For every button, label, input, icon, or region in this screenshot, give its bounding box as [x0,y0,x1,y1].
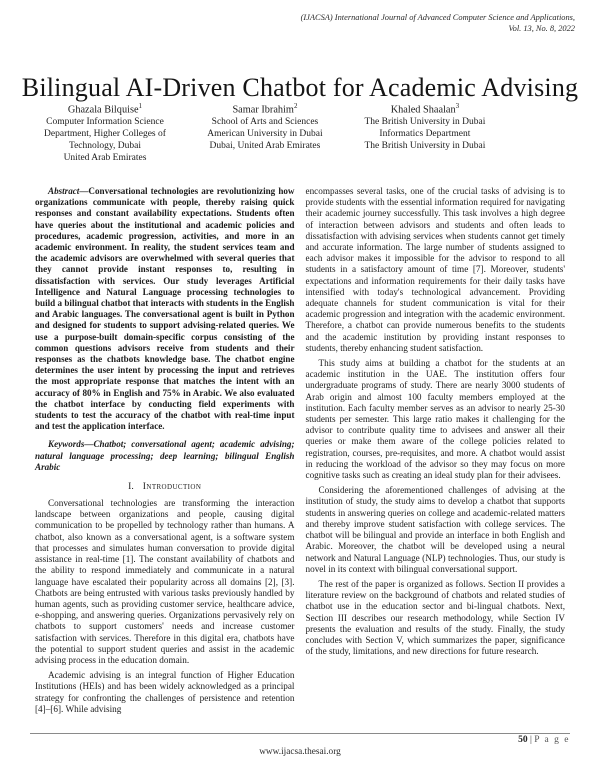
author-affiliation-line: School of Arts and Sciences [211,117,319,128]
section-title: Introduction [142,481,202,493]
footer-divider [30,733,570,734]
keywords-text: —Chatbot; conversational agent; academic advising; natural language processing; deep learning; bilingual English Arabic [35,439,295,472]
abstract-paragraph [35,186,295,432]
page-separator: | [527,735,535,745]
author-block-1 [25,100,185,165]
right-column [306,186,566,719]
page-word: P a g e [534,735,570,745]
journal-header [301,13,575,34]
keywords-label: Keywords [48,439,85,450]
author-name [345,100,505,116]
journal-header-line2: Vol. 13, No. 8, 2022 [508,23,575,33]
keywords-paragraph [35,439,295,473]
paper-title: Bilingual AI-Driven Chatbot for Academic Advising [21,73,579,103]
body-paragraph: Conversational technologies are transforming the interaction landscape between organizations and people, causing digital communication to be propelled by technology rather than humans. A chatbot, also known as a conversational agent, is a software system that processes and simulates human conversation to provide digital assistance in real-time [1]. The constant availability of chatbots and the ability to respond immediately and communicate in a natural language have escalated their popularity across all domains [2], [3]. Chatbots are being entrusted with various tasks previously handled by human agents, such as providing customer service, healthcare advice, e-shopping, and answering queries. Organizations pervasively rely on chatbots to support customers' needs and increase customer satisfaction with services. Therefore in this digital era, chatbots have the potential to support student queries and assist in the academic advising process in the education domain. [35,498,295,665]
author-name-text: Samar Ibrahim [232,104,294,116]
author-affiliation-line: Computer Information Science [46,117,164,128]
abstract-text: —Conversational technologies are revolutionizing how organizations communicate with people, thereby raising quick responses and constant availability expectations. Students often have queries about the institutional and academic policies and procedures, academic progression, activities, and more in an academic environment. In reality, the student services team and the academic advisors are overwhelmed with several queries that they cannot provide instant responses to, resulting in dissatisfaction with services. Our study leverages Artificial Intelligence and Natural Language processing technologies to build a bilingual chatbot that interacts with students in the English and Arabic languages. The conversational agent is built in Python and designed for students to support advising-related queries. We use a purpose-built domain-specific corpus consisting of the common questions advisors receive from students and their responses as the chatbots knowledge base. The chatbot engine determines the user intent by processing the input and retrieves the most appropriate response that matches the intent with an accuracy of 80% in English and 75% in Arabic. We also evaluated the chatbot interface by conducting field experiments with students to test the accuracy of the chatbot with real-time input and test the application interface. [35,186,295,432]
body-paragraph: encompasses several tasks, one of the crucial tasks of advising is to provide students with the essential information required for navigating their academic journey successfully. This task involves a high degree of interaction between advisors and students and often leads to dissatisfaction with advising services when students cannot get timely and accurate information. The large number of students assigned to each advisor makes it impossible for the advisor to respond to all students in a satisfactory amount of time [7]. Moreover, students' expectations and information requirements for their daily tasks have intensified with today's technological advancement. Providing adequate channels for student communication is vital for their academic progression and integration with the academic environment. Therefore, a chatbot can provide numerous benefits to the students and the academic institution by providing instant responses to students, thereby enhancing student satisfaction. [305,186,565,353]
author-affiliation-line: Informatics Department [379,129,471,140]
author-affiliation-line: The British University in Dubai [364,141,486,152]
abstract-label: Abstract [48,186,80,196]
author-affiliation-line: United Arab Emirates [63,152,147,163]
author-block-2 [185,100,345,165]
footer-url: www.ijacsa.thesai.org [259,747,341,757]
author-superscript: 2 [293,102,298,110]
left-column [35,186,295,719]
body-paragraph: Considering the aforementioned challenges of advising at the institution of study, the study aims to develop a chatbot that supports students in answering queries on college and academic-related matters and thereby improve student satisfaction with college services. The chatbot will be bilingual and provide an interface in both English and Arabic. Moreover, the chatbot will be developed using a neural network and Natural Language (NLP) technologies. Thus, our study is novel in its context with bilingual conversational support. [305,485,565,574]
author-affiliation-line: The British University in Dubai [364,117,486,128]
section-number: I. [128,481,134,493]
author-name [25,100,185,116]
author-affiliation-line: American University in Dubai [207,129,323,140]
page-number: 50 [518,735,528,745]
body-paragraph: This study aims at building a chatbot for the students at an academic institution in the UAE. The institution offers four undergraduate programs of study. There are nearly 3000 students of Arab origin and almost 100 faculty members employed at the institution. Each faculty member serves as an advisor to nearly 25-30 students per semester. This large ratio makes it challenging for the advisor to contribute quality time to advisees and answer all their queries or make them aware of the college policies related to registration, courses, pre-requisites, and more. A chatbot would assist in reducing the workload of the advisor so they may focus on more cognitive tasks such as creating an ideal study plan for their advisees. [305,358,565,481]
page-number-label [518,735,570,745]
author-affiliation-line: Department, Higher Colleges of [44,129,166,140]
body-paragraph: The rest of the paper is organized as follows. Section II provides a literature review on the background of chatbots and related studies of chatbot use in the education sector and bi-lingual chatbots. Next, Section III describes our research methodology, while Section IV presents the evaluation and results of the study. Finally, the study concludes with Section V, which summarizes the paper, significance of the study, limitations, and new directions for future research. [305,578,565,657]
author-name [185,100,345,116]
author-name-text: Khaled Shaalan [390,104,456,116]
author-affiliation-line: Dubai, United Arab Emirates [209,141,321,152]
body-paragraph: Academic advising is an integral function of Higher Education Institutions (HEIs) and has been widely acknowledged as a principal strategy for confronting the challenges of persistence and retention [4]–[6]. While advising [35,670,295,714]
author-name-text: Ghazala Bilquise [67,104,139,116]
journal-header-line1: (IJACSA) International Journal of Advanced Computer Science and Applications, [300,13,575,22]
section-heading-introduction [35,481,295,492]
author-row [25,100,505,165]
two-column-body [35,186,565,719]
author-block-3 [345,100,505,165]
author-affiliation-line: Technology, Dubai [68,141,142,152]
author-superscript: 1 [138,102,143,110]
author-superscript: 3 [455,102,460,110]
